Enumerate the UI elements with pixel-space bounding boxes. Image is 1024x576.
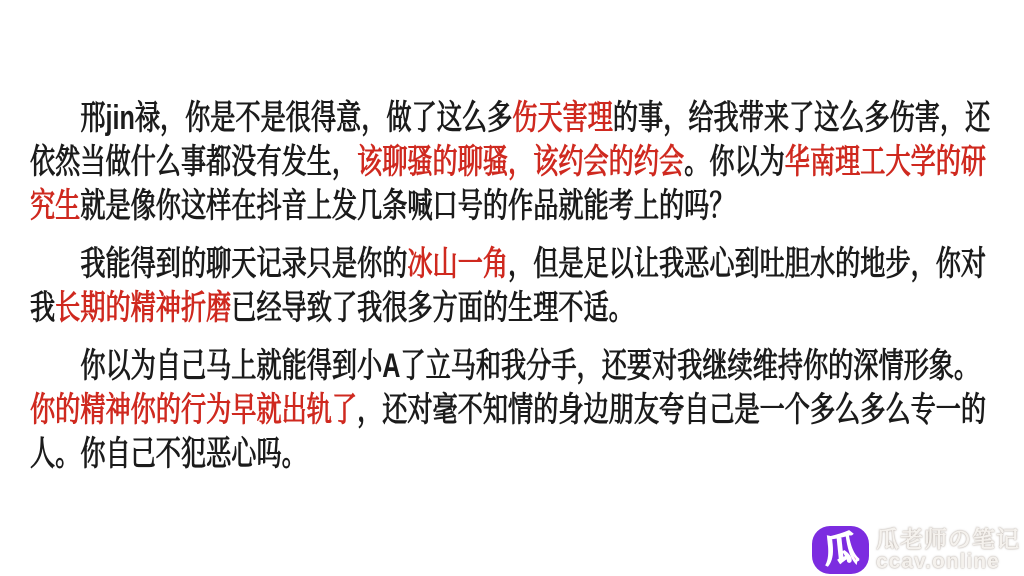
watermark-text (876, 525, 1020, 574)
emphasis-text: 该聊骚的聊骚，该约会的约会 (357, 143, 685, 181)
melon-glyph: 瓜 (821, 529, 860, 571)
paragraph (30, 242, 999, 330)
melon-logo-icon (812, 526, 869, 574)
body-text: 你以为自己马上就能得到小A了立马和我分手，还要对我继续维持你的深情形象。 (80, 347, 980, 385)
emphasis-text: 冰山一角 (407, 245, 509, 283)
body-text: 邢jin禄，你是不是很得意，做了这么多 (80, 99, 513, 137)
document-body (30, 96, 999, 490)
emphasis-text: 长期的精神折磨 (55, 289, 232, 327)
emphasis-text: 你的精神你的行为早就出轨了 (30, 391, 358, 429)
paragraph (30, 344, 999, 476)
watermark (812, 526, 1020, 574)
watermark-site: ccav.online (876, 550, 1000, 574)
emphasis-text: 伤天害理 (512, 99, 613, 137)
body-text: ，还对毫不知情的身边朋友夸自己是一个多么多么专一的人。你自己不犯恶心吗。 (30, 391, 987, 473)
watermark-title: 瓜老师の笔记 (876, 525, 1020, 552)
body-text: ，但是足以让我恶心到吐胆水的地步，你对我 (30, 245, 987, 327)
body-text: 就是像你这样在抖音上发几条喊口号的作品就能考上的吗？ (80, 187, 735, 225)
body-text: 已经导致了我很多方面的生理不适。 (231, 289, 634, 327)
body-text: 。你以为 (684, 143, 785, 181)
body-text: 的事，给我带来了这么多伤害，还依然当做什么事都没有发生， (30, 99, 991, 181)
body-text: 我能得到的聊天记录只是你的 (80, 245, 408, 283)
paragraph (30, 96, 999, 228)
emphasis-text: 华南理工大学的研究生 (30, 143, 987, 225)
